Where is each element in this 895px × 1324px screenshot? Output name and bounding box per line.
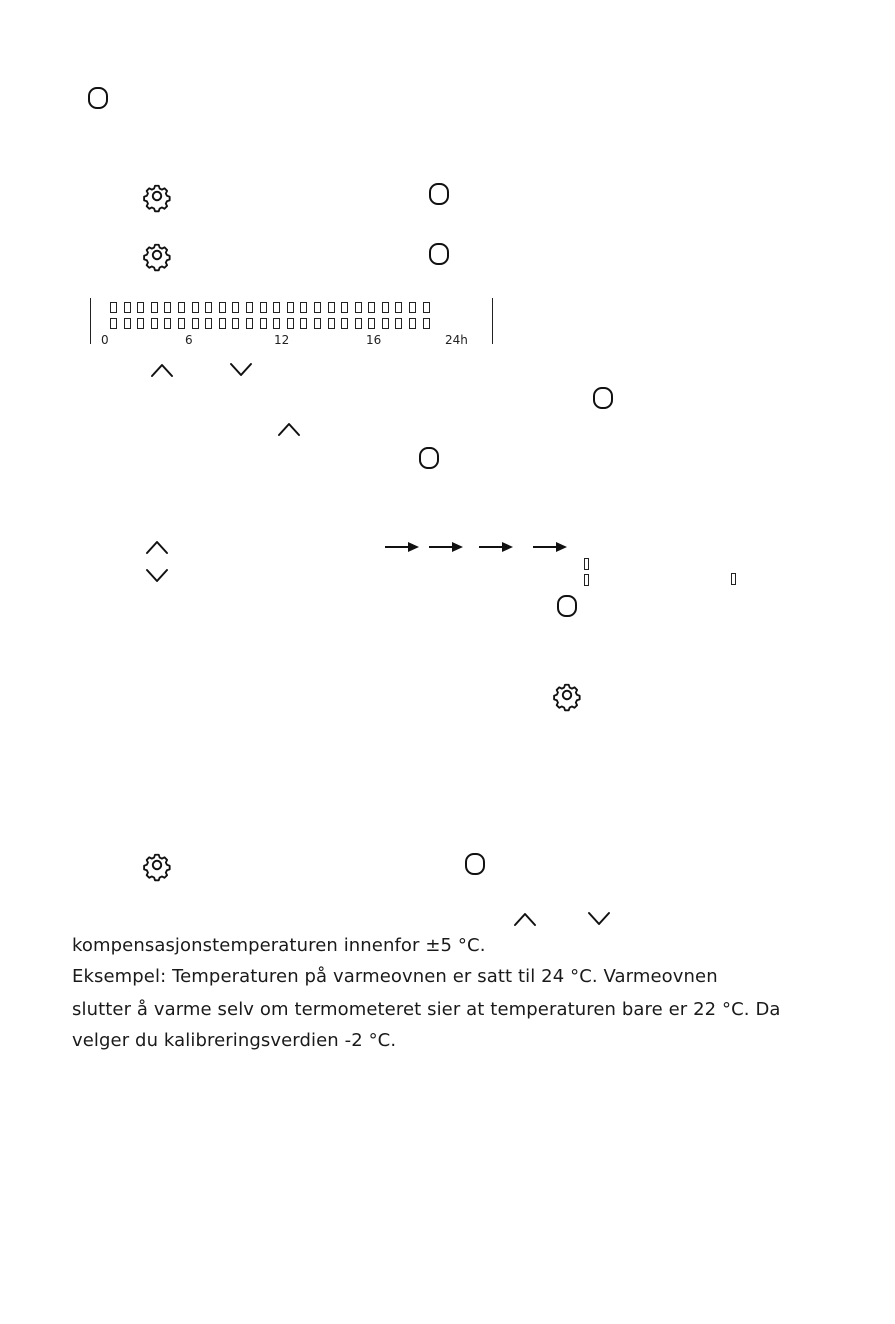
timeline-hour-cell: [232, 302, 239, 313]
timeline-hour-cell: [164, 302, 171, 313]
timeline-hour-cell: [368, 318, 375, 329]
text-line-3: slutter å varme selv om termometeret sier at temperaturen bare er 22 °C. Da: [72, 999, 781, 1020]
timeline-hour-cell: [382, 318, 389, 329]
timeline-hour-cell: [164, 318, 171, 329]
power-button-icon: [428, 182, 450, 206]
chevron-down-icon: [145, 568, 169, 584]
power-button-icon: [464, 852, 486, 876]
timeline-hour-cell: [110, 318, 117, 329]
timeline-hour-cell: [328, 318, 335, 329]
timeline-hour-cell: [409, 318, 416, 329]
text-line-4: velger du kalibreringsverdien -2 °C.: [72, 1030, 397, 1051]
timeline-hour-cell: [205, 318, 212, 329]
timeline-hour-cell: [368, 302, 375, 313]
timeline-hour-cell: [341, 302, 348, 313]
settings-gear-icon: [144, 852, 170, 878]
timeline-row-2: [110, 318, 430, 329]
chevron-down-icon: [229, 362, 253, 378]
timeline-hour-cell: [341, 318, 348, 329]
timeline-hour-cell: [355, 302, 362, 313]
power-button-icon: [592, 386, 614, 410]
timeline-hour-cell: [328, 302, 335, 313]
missing-glyph-box: [584, 574, 589, 586]
tick-label-0: 0: [101, 333, 109, 347]
timeline-hour-cell: [178, 302, 185, 313]
arrow-right-icon: [428, 541, 464, 553]
power-button-icon: [87, 86, 109, 110]
timeline-hour-cell: [110, 302, 117, 313]
text-line-1: kompensasjonstemperaturen innenfor ±5 °C.: [72, 935, 486, 956]
timeline-hour-cell: [300, 302, 307, 313]
timeline-hour-cell: [314, 302, 321, 313]
chevron-up-icon: [150, 362, 174, 378]
timeline-hour-cell: [151, 302, 158, 313]
arrow-right-icon: [478, 541, 514, 553]
timeline-hour-cell: [151, 318, 158, 329]
schedule-timeline: [90, 296, 494, 348]
missing-glyph-box: [584, 558, 589, 570]
timeline-hour-cell: [246, 318, 253, 329]
timeline-hour-cell: [260, 318, 267, 329]
timeline-hour-cell: [273, 302, 280, 313]
power-button-icon: [556, 594, 578, 618]
power-button-icon: [418, 446, 440, 470]
timeline-hour-cell: [273, 318, 280, 329]
arrow-right-icon: [532, 541, 568, 553]
power-button-icon: [428, 242, 450, 266]
timeline-hour-cell: [192, 302, 199, 313]
timeline-hour-cell: [423, 302, 430, 313]
missing-glyph-box: [731, 573, 736, 585]
tick-label-24h: 24h: [445, 333, 468, 347]
timeline-row-1: [110, 302, 430, 313]
timeline-hour-cell: [395, 302, 402, 313]
timeline-hour-cell: [287, 318, 294, 329]
timeline-hour-cell: [423, 318, 430, 329]
chevron-up-icon: [277, 421, 301, 437]
timeline-hour-cell: [219, 302, 226, 313]
timeline-hour-cell: [137, 318, 144, 329]
settings-gear-icon: [554, 682, 580, 708]
timeline-hour-cell: [246, 302, 253, 313]
text-line-2: Eksempel: Temperaturen på varmeovnen er satt til 24 °C. Varmeovnen: [72, 966, 718, 987]
timeline-hour-cell: [287, 302, 294, 313]
timeline-hour-cell: [124, 318, 131, 329]
chevron-down-icon: [587, 911, 611, 927]
timeline-hour-cell: [219, 318, 226, 329]
timeline-hour-cell: [395, 318, 402, 329]
tick-label-12: 12: [274, 333, 290, 347]
arrow-right-icon: [384, 541, 420, 553]
tick-label-6: 6: [185, 333, 193, 347]
timeline-hour-cell: [232, 318, 239, 329]
chevron-up-icon: [145, 539, 169, 555]
timeline-hour-cell: [137, 302, 144, 313]
timeline-hour-cell: [192, 318, 199, 329]
timeline-hour-cell: [355, 318, 362, 329]
timeline-hour-cell: [300, 318, 307, 329]
timeline-hour-cell: [205, 302, 212, 313]
timeline-left-border: [90, 298, 91, 344]
timeline-hour-cell: [314, 318, 321, 329]
tick-label-16: 16: [366, 333, 382, 347]
timeline-right-border: [492, 298, 493, 344]
timeline-hour-cell: [124, 302, 131, 313]
timeline-hour-cell: [260, 302, 267, 313]
chevron-up-icon: [513, 911, 537, 927]
settings-gear-icon: [144, 183, 170, 209]
timeline-hour-cell: [178, 318, 185, 329]
timeline-hour-cell: [409, 302, 416, 313]
timeline-hour-cell: [382, 302, 389, 313]
settings-gear-icon: [144, 242, 170, 268]
